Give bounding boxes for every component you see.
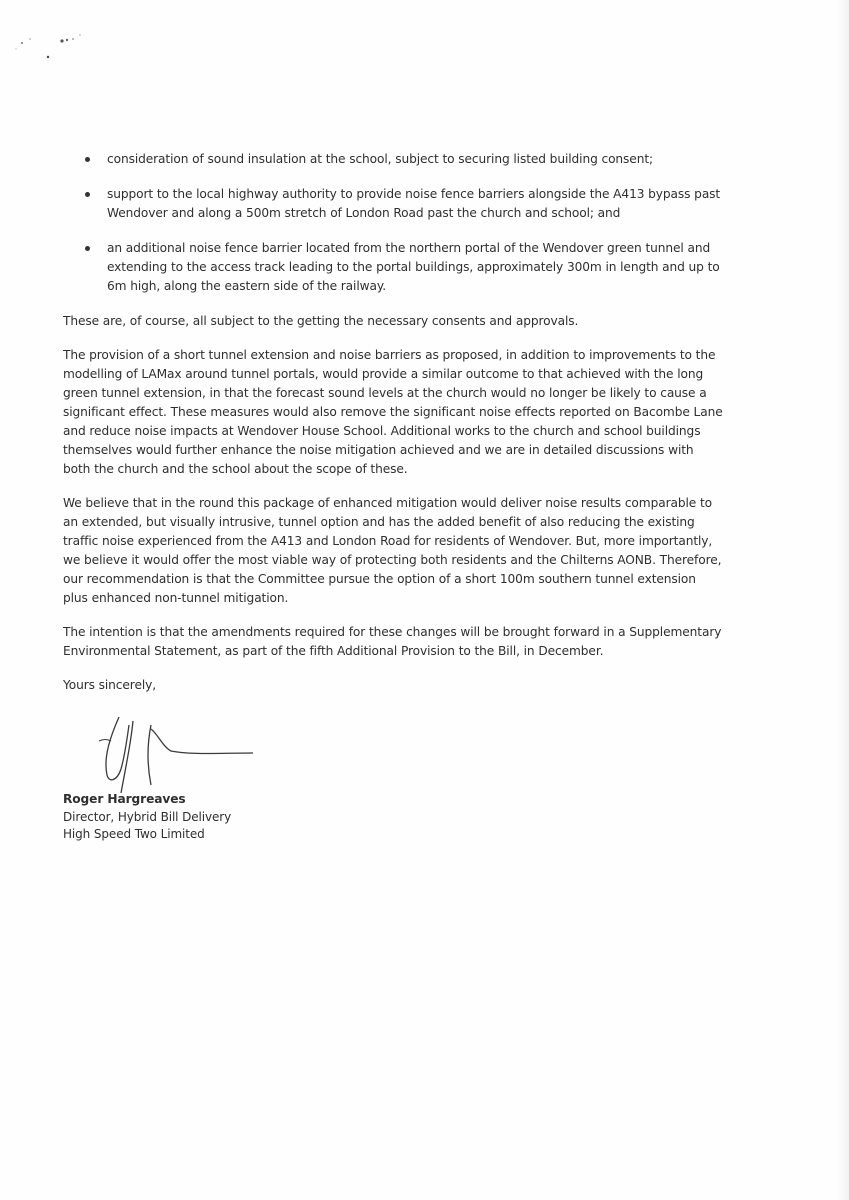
list-item (63, 239, 723, 296)
paragraph-consents: These are, of course, all subject to the getting the necessary consents and approvals. (63, 314, 579, 328)
scan-specks (10, 25, 100, 65)
paragraph-tunnel-extension: The provision of a short tunnel extension and noise barriers as proposed, in addition to improvements to the modelling of LAMax around tunnel portals, would provide a similar outcome to that achieved with the long green tunnel extension, in that the forecast sound levels at the church would no longer be likely to cause a significant effect. These measures would also remove the significant noise effects reported on Bacombe Lane and reduce noise impacts at Wendover House School. Additional works to the church and school buildings themselves would further enhance the noise mitigation achieved and we are in detailed discussions with both the church and the school about the scope of these. (63, 348, 723, 476)
closing-salutation: Yours sincerely, (63, 678, 157, 692)
signatory-title: Director, Hybrid Bill Delivery (63, 810, 232, 824)
list-item-text: an additional noise fence barrier located from the northern portal of the Wendover green tunnel and extending to the access track leading to the portal buildings, approximately 300m in length and up to 6m high, along the eastern side of the railway. (107, 241, 720, 293)
handwritten-signature (81, 695, 261, 795)
list-item (63, 185, 723, 223)
list-item (63, 150, 723, 169)
list-item-text: consideration of sound insulation at the school, subject to securing listed building consent; (107, 152, 654, 166)
bullet-icon (85, 192, 90, 197)
letter-body (63, 150, 723, 843)
paragraph-intention: The intention is that the amendments required for these changes will be brought forward in a Supplementary Environmental Statement, as part of the fifth Additional Provision to the Bill, in December. (63, 625, 722, 658)
mitigation-list (63, 150, 723, 296)
signatory-name: Roger Hargreaves (63, 792, 186, 806)
bullet-icon (85, 157, 90, 162)
page-edge-shadow (837, 0, 849, 1200)
bullet-icon (85, 246, 90, 251)
signature-block (63, 695, 723, 790)
signatory-organisation: High Speed Two Limited (63, 827, 205, 841)
list-item-text: support to the local highway authority to provide noise fence barriers alongside the A413 bypass past Wendover and along a 500m stretch of London Road past the church and school; and (107, 187, 721, 220)
paragraph-recommendation: We believe that in the round this package of enhanced mitigation would deliver noise results comparable to an extended, but visually intrusive, tunnel option and has the added benefit of also reducing the existing traffic noise experienced from the A413 and London Road for residents of Wendover. But, more importantly, we believe it would offer the most viable way of protecting both residents and the Chilterns AONB. Therefore, our recommendation is that the Committee pursue the option of a short 100m southern tunnel extension plus enhanced non-tunnel mitigation. (63, 496, 722, 605)
